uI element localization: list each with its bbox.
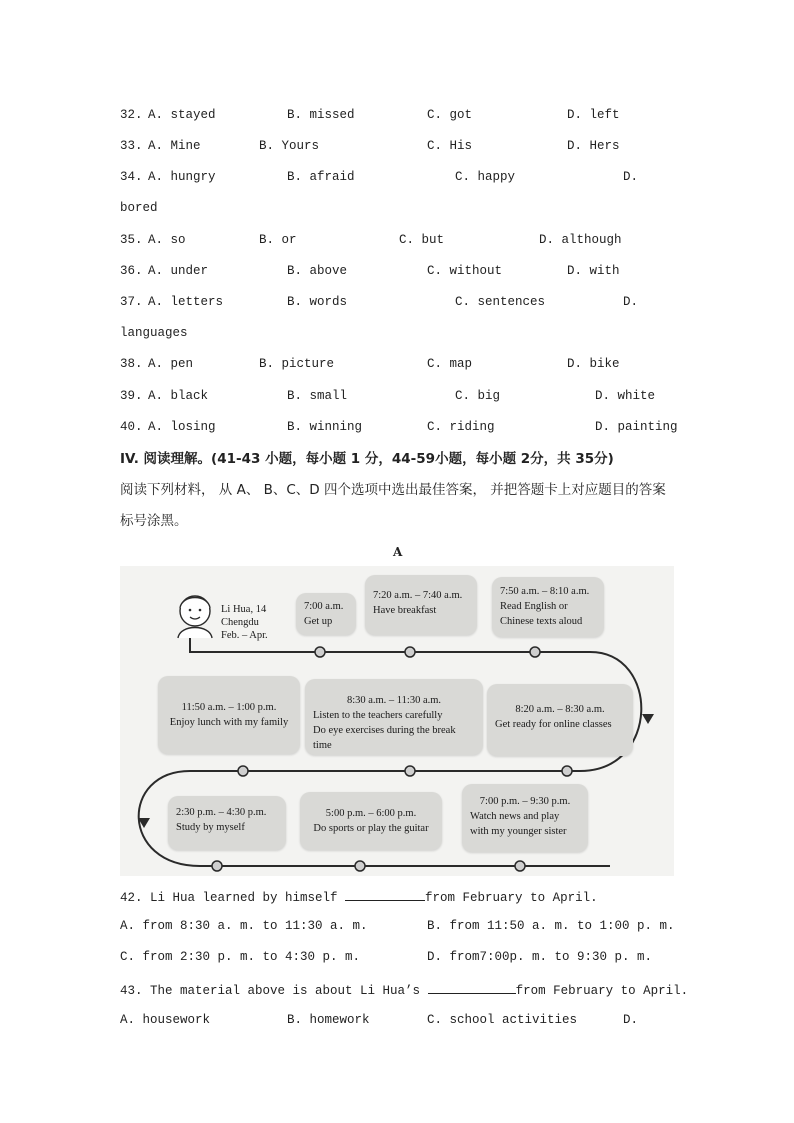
person-name: Li Hua, 14 <box>221 604 267 615</box>
person-avatar-icon <box>178 596 212 638</box>
person-city: Chengdu <box>221 617 259 628</box>
option-d: D. <box>623 170 639 184</box>
schedule-bubble <box>168 796 286 850</box>
schedule-activity: Chinese texts aloud <box>500 616 583 627</box>
option-c: C. but <box>399 233 445 247</box>
option-b: B. from 11:50 a. m. to 1:00 p. m. <box>427 919 675 933</box>
schedule-bubble <box>492 577 604 637</box>
option-c: C. map <box>427 357 473 371</box>
stem-text: 43. The material above is about Li Hua’s <box>120 984 428 998</box>
option-a: A. Mine <box>148 139 201 153</box>
schedule-activity: with my younger sister <box>470 826 567 837</box>
schedule-time: 2:30 p.m. – 4:30 p.m. <box>176 807 267 818</box>
option-b: B. above <box>287 264 348 278</box>
option-d: D. painting <box>595 420 678 434</box>
person-info <box>221 603 268 642</box>
schedule-time: 7:00 p.m. – 9:30 p.m. <box>479 796 571 807</box>
stem-text: from February to April. <box>425 891 598 905</box>
section-title: IV. 阅读理解。(41-43 小题，每小题 1 分，44-59小题，每小题 2分，共 35分) <box>120 451 614 467</box>
option-b: B. small <box>287 389 348 403</box>
answer-blank <box>345 888 425 901</box>
person-period: Feb. – Apr. <box>221 630 268 641</box>
option-d: D. <box>623 1013 639 1027</box>
option-a: A. black <box>148 389 209 403</box>
option-d-wrap: languages <box>120 326 188 340</box>
question-42-stem <box>120 888 598 905</box>
option-a: A. from 8:30 a. m. to 11:30 a. m. <box>120 919 368 933</box>
question-number: 35. <box>120 233 143 247</box>
question-number: 33. <box>120 139 143 153</box>
schedule-activity: Have breakfast <box>373 605 437 616</box>
option-c: C. got <box>427 108 473 122</box>
question-43-stem <box>120 981 688 998</box>
schedule-figure <box>120 566 674 876</box>
option-c: C. sentences <box>455 295 546 309</box>
question-number: 36. <box>120 264 143 278</box>
passage-label: A <box>393 545 403 559</box>
option-c: C. happy <box>455 170 516 184</box>
stem-text: from February to April. <box>515 984 689 998</box>
option-c: C. riding <box>427 420 495 434</box>
stem-text: 42. Li Hua learned by himself <box>120 891 346 905</box>
instruction-line-2: 标号涂黑。 <box>120 513 188 529</box>
option-d: D. with <box>567 264 620 278</box>
option-a: A. pen <box>148 357 194 371</box>
option-d: D. from7:00p. m. to 9:30 p. m. <box>427 950 653 964</box>
schedule-time: 7:00 a.m. <box>304 601 344 612</box>
option-a: A. housework <box>120 1013 211 1027</box>
schedule-time: 11:50 a.m. – 1:00 p.m. <box>181 702 277 713</box>
schedule-bubble <box>365 575 477 635</box>
option-a: A. so <box>148 233 186 247</box>
schedule-activity: Do sports or play the guitar <box>313 823 429 834</box>
schedule-bubble <box>487 684 633 756</box>
option-d-wrap: bored <box>120 201 158 215</box>
option-b: B. or <box>259 233 297 247</box>
option-b: B. words <box>287 295 348 309</box>
schedule-activity: Get ready for online classes <box>495 719 612 730</box>
schedule-time: 5:00 p.m. – 6:00 p.m. <box>325 808 417 819</box>
question-number: 40. <box>120 420 143 434</box>
option-d: D. <box>623 295 639 309</box>
option-b: B. homework <box>287 1013 370 1027</box>
option-b: B. picture <box>259 357 335 371</box>
question-number: 38. <box>120 357 143 371</box>
option-a: A. letters <box>148 295 224 309</box>
schedule-activity: Do eye exercises during the break time <box>313 725 456 751</box>
question-number: 37. <box>120 295 143 309</box>
option-a: A. hungry <box>148 170 216 184</box>
schedule-bubble <box>305 679 483 755</box>
option-c: C. without <box>427 264 503 278</box>
option-b: B. missed <box>287 108 355 122</box>
schedule-bubble <box>300 792 442 850</box>
question-number: 32. <box>120 108 143 122</box>
option-b: B. winning <box>287 420 363 434</box>
schedule-time: 7:50 a.m. – 8:10 a.m. <box>500 586 590 597</box>
arrow-down-icon <box>642 714 654 724</box>
schedule-bubble <box>158 676 300 754</box>
schedule-activity: Read English or <box>500 601 568 612</box>
answer-blank <box>428 981 516 994</box>
instruction-line-1: 阅读下列材料， 从 A、 B、C、D 四个选项中选出最佳答案， 并把答题卡上对应题目的答案 <box>120 482 666 498</box>
option-c: C. His <box>427 139 473 153</box>
option-c: C. from 2:30 p. m. to 4:30 p. m. <box>120 950 361 964</box>
schedule-activity: Watch news and play <box>470 811 560 822</box>
option-d: D. although <box>539 233 622 247</box>
option-d: D. left <box>567 108 620 122</box>
option-a: A. losing <box>148 420 216 434</box>
question-number: 34. <box>120 170 143 184</box>
schedule-activity: Get up <box>304 616 333 627</box>
option-b: B. Yours <box>259 139 320 153</box>
schedule-time: 8:30 a.m. – 11:30 a.m. <box>346 695 442 706</box>
option-a: A. under <box>148 264 209 278</box>
option-c: C. school activities <box>427 1013 578 1027</box>
schedule-time: 8:20 a.m. – 8:30 a.m. <box>515 704 605 715</box>
option-c: C. big <box>455 389 501 403</box>
option-a: A. stayed <box>148 108 216 122</box>
option-d: D. white <box>595 389 656 403</box>
option-b: B. afraid <box>287 170 355 184</box>
schedule-activity: Listen to the teachers carefully <box>313 710 443 721</box>
schedule-activity: Study by myself <box>176 822 245 833</box>
schedule-time: 7:20 a.m. – 7:40 a.m. <box>373 590 463 601</box>
option-d: D. Hers <box>567 139 620 153</box>
schedule-activity: Enjoy lunch with my family <box>169 717 289 728</box>
schedule-bubble <box>296 593 356 635</box>
option-d: D. bike <box>567 357 620 371</box>
question-number: 39. <box>120 389 143 403</box>
schedule-bubble <box>462 784 588 852</box>
